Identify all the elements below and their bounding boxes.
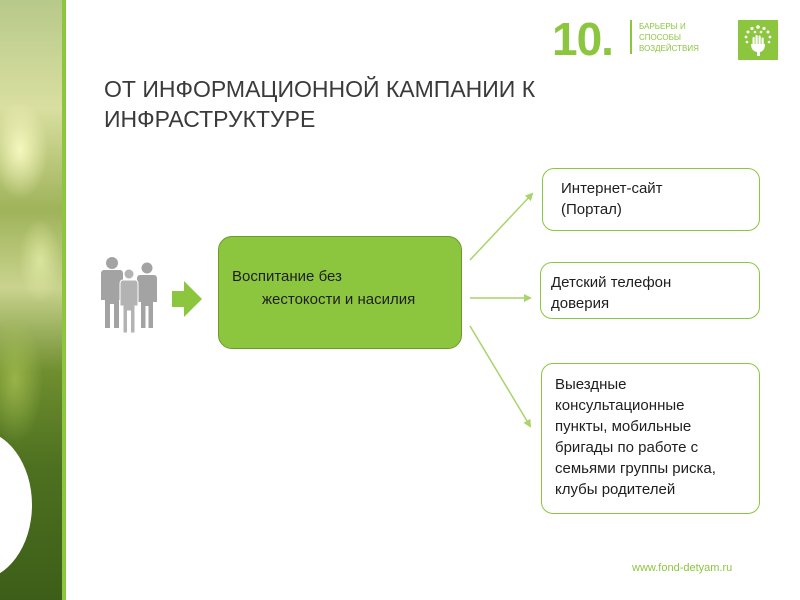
connector-to-points (470, 326, 530, 426)
title-line: ИНФРАСТРУКТУРЕ (104, 106, 316, 132)
node-label-line: доверия (551, 295, 610, 312)
node-label-line: Детский телефон (551, 274, 672, 291)
output-node-helpline (540, 262, 760, 319)
node-label-line: пункты, мобильные (555, 418, 692, 435)
center-node-label: жестокости и насилия (262, 291, 416, 308)
node-label-line: клубы родителей (555, 481, 676, 498)
footer-website-link[interactable]: www.fond-detyam.ru (632, 562, 733, 574)
arrow-right-icon (170, 279, 204, 319)
node-label-line: консультационные (555, 397, 685, 414)
node-label-line: семьями группы риска, (555, 460, 716, 477)
node-label-line: (Портал) (561, 201, 622, 218)
header-divider (630, 20, 632, 54)
title-line: ОТ ИНФОРМАЦИОННОЙ КАМПАНИИ К (104, 76, 536, 102)
node-label-line: Интернет-сайт (561, 180, 663, 197)
node-label-line: бригады по работе с (555, 439, 699, 456)
center-node-label: Воспитание без (232, 268, 342, 285)
connector-to-portal (470, 194, 532, 260)
caption-line: ВОЗДЕЙСТВИЯ (639, 44, 699, 53)
section-number: 10. (552, 13, 613, 65)
caption-line: БАРЬЕРЫ И (639, 22, 686, 31)
caption-line: СПОСОБЫ (639, 33, 681, 42)
output-node-outreach (541, 363, 760, 514)
fund-tree-hand-icon[interactable] (738, 20, 778, 60)
accent-stripe (62, 0, 66, 600)
output-node-portal (542, 168, 760, 231)
family-people-icon (98, 256, 162, 336)
node-label-line: Выездные (555, 376, 627, 393)
section-caption (639, 21, 719, 54)
slide-title (104, 74, 644, 134)
